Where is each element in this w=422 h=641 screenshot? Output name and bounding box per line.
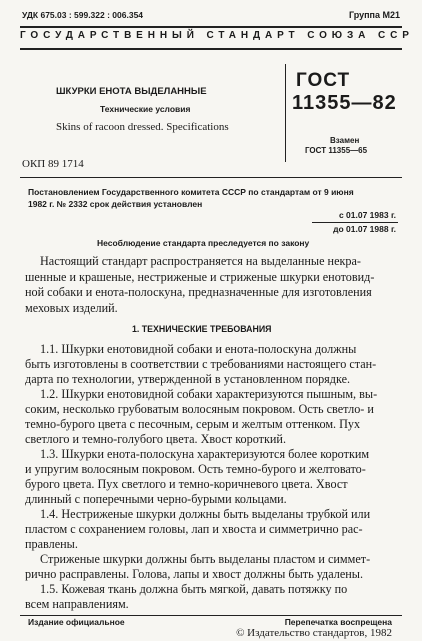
intro-line: ной собаки и енота-полоскуна, предназначенные для изготовления [25, 285, 372, 299]
reprint-notice: Перепечатка воспрещена [284, 617, 392, 627]
document-subtitle: Технические условия [100, 104, 191, 114]
section-line: 1.4. Нестриженые шкурки должны быть выделаны трубкой или [40, 507, 371, 521]
section-line: темно-бурого цвета с песочным, серым и желтым оттенком. Пух [25, 417, 361, 431]
section-line: рично расправлены. Голова, лапы и хвост должны быть удалены. [25, 567, 364, 581]
copyright: © Издательство стандартов, 1982 [236, 627, 392, 639]
okp-code: ОКП 89 1714 [22, 158, 84, 170]
english-title: Skins of racoon dressed. Specifications [56, 121, 229, 133]
official-edition: Издание официальное [28, 617, 125, 627]
section-line: 1.3. Шкурки енота-полоскуна характеризуются более коротким [40, 447, 370, 461]
decree-line-1: Постановлением Государственного комитета СССР по стандартам от 9 июня [28, 187, 354, 197]
section-line: светлого и темно-голубого цвета. Хвост короткий. [25, 432, 287, 446]
footer-rule [20, 615, 402, 616]
section-line: и упругим волосяным покровом. Ость темно-бурого и желтовато- [25, 462, 366, 476]
section-heading: 1. ТЕХНИЧЕСКИЕ ТРЕБОВАНИЯ [132, 324, 272, 334]
section-line: всем направлениям. [25, 597, 129, 611]
udk-code: УДК 675.03 : 599.322 : 006.354 [22, 10, 144, 20]
gost-label: ГОСТ [296, 70, 351, 91]
header-top-rule [20, 26, 402, 28]
intro-line: Настоящий стандарт распространяется на выделанные некра- [40, 254, 361, 268]
header-bottom-rule [20, 48, 402, 50]
valid-to: до 01.07 1988 г. [333, 224, 396, 234]
replaces-label: Взамен [330, 136, 360, 145]
state-standard-banner: ГОСУДАРСТВЕННЫЙ СТАНДАРТ СОЮЗА ССР [20, 30, 414, 41]
section-line: 1.2. Шкурки енотовидной собаки характеризуются пышным, вы- [40, 387, 378, 401]
section-line: Стриженые шкурки должны быть выделаны пластом и симмет- [40, 552, 371, 566]
section-line: быть изготовлены в соответствии с требованиями настоящего стан- [25, 357, 377, 371]
decree-line-2: 1982 г. № 2332 срок действия установлен [28, 199, 203, 209]
replaced-standard: ГОСТ 11355—65 [305, 146, 368, 155]
gost-number: 11355—82 [292, 92, 397, 114]
section-line: соким, несколько грубоватым волосяным покровом. Ость светло- и [25, 402, 374, 416]
valid-from: с 01.07 1983 г. [338, 210, 396, 220]
section-line: дарта по технологии, утвержденной в установленном порядке. [25, 372, 351, 386]
section-line: правлены. [25, 537, 78, 551]
intro-line: меховых изделий. [25, 301, 118, 315]
legal-warning: Несоблюдение стандарта преследуется по закону [97, 238, 310, 248]
section-line: пластом с сохранением головы, лап и хвоста и симметрично рас- [25, 522, 363, 536]
gost-divider [285, 64, 286, 162]
section-line: длинный с поперечными черно-бурыми кольцами. [25, 492, 287, 506]
section-line: 1.1. Шкурки енотовидной собаки и енота-полоскуна должны [40, 342, 357, 356]
validity-rule [312, 222, 398, 223]
section-line: бурого цвета. Пух светлого и темно-коричневого цвета. Хвост [25, 477, 348, 491]
section-line: 1.5. Кожевая ткань должна быть мягкой, давать потяжку по [40, 582, 348, 596]
group-code: Группа М21 [348, 10, 400, 20]
document-title: ШКУРКИ ЕНОТА ВЫДЕЛАННЫЕ [56, 86, 207, 97]
intro-line: шенные и крашеные, нестриженые и стриженые шкурки енотовид- [25, 270, 375, 284]
okp-rule [20, 177, 402, 178]
